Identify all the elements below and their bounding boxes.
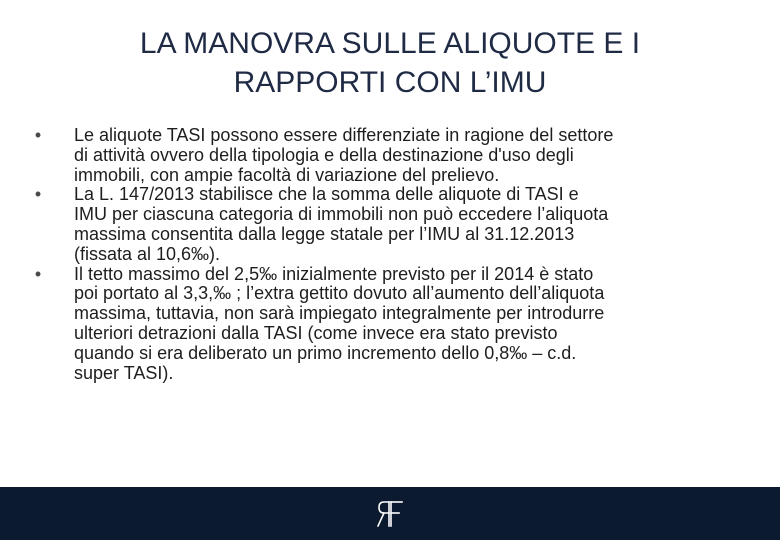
- bullet-text-line: poi portato al 3,3,‰ ; l’extra gettito dovuto all’aumento dell’aliquota: [74, 283, 605, 304]
- bullet-item-2: [0, 185, 780, 264]
- bullet-text-line: Il tetto massimo del 2,5‰ inizialmente previsto per il 2014 è stato: [74, 263, 594, 284]
- bullet-text-line: super TASI).: [74, 362, 174, 383]
- bullet-text-line: massima consentita dalla legge statale per l’IMU al 31.12.2013: [74, 223, 575, 244]
- bullet-text-line: massima, tuttavia, non sarà impiegato integralmente per introdurre: [74, 303, 605, 324]
- rf-monogram-icon: [372, 496, 408, 532]
- bullet-marker: •: [34, 184, 42, 205]
- bullet-item-3: [0, 265, 780, 384]
- bullet-text-line: IMU per ciascuna categoria di immobili non può eccedere l’aliquota: [74, 204, 609, 225]
- bullet-text-line: (fissata al 10,6‰).: [74, 243, 221, 264]
- slide-title-line-2: RAPPORTI CON L’IMU: [233, 66, 547, 99]
- bullet-text-line: quando si era deliberato un primo incremento dello 0,8‰ – c.d.: [74, 342, 577, 363]
- bullet-list: [0, 126, 780, 383]
- bullet-text-line: Le aliquote TASI possono essere differenziate in ragione del settore: [74, 125, 614, 145]
- slide-title-line-1: LA MANOVRA SULLE ALIQUOTE E I: [139, 27, 641, 60]
- bullet-text-line: immobili, con ampie facoltà di variazione del prelievo.: [74, 164, 500, 185]
- bullet-text-line: La L. 147/2013 stabilisce che la somma delle aliquote di TASI e: [74, 184, 579, 205]
- bullet-marker: •: [34, 263, 42, 284]
- footer-bar: [0, 487, 780, 540]
- bullet-text-line: ulteriori detrazioni dalla TASI (come invece era stato previsto: [74, 322, 558, 343]
- slide-title: [60, 24, 720, 102]
- bullet-text-line: di attività ovvero della tipologia e della destinazione d'uso degli: [74, 144, 574, 165]
- bullet-marker: •: [34, 125, 42, 145]
- bullet-item-1: [0, 126, 780, 185]
